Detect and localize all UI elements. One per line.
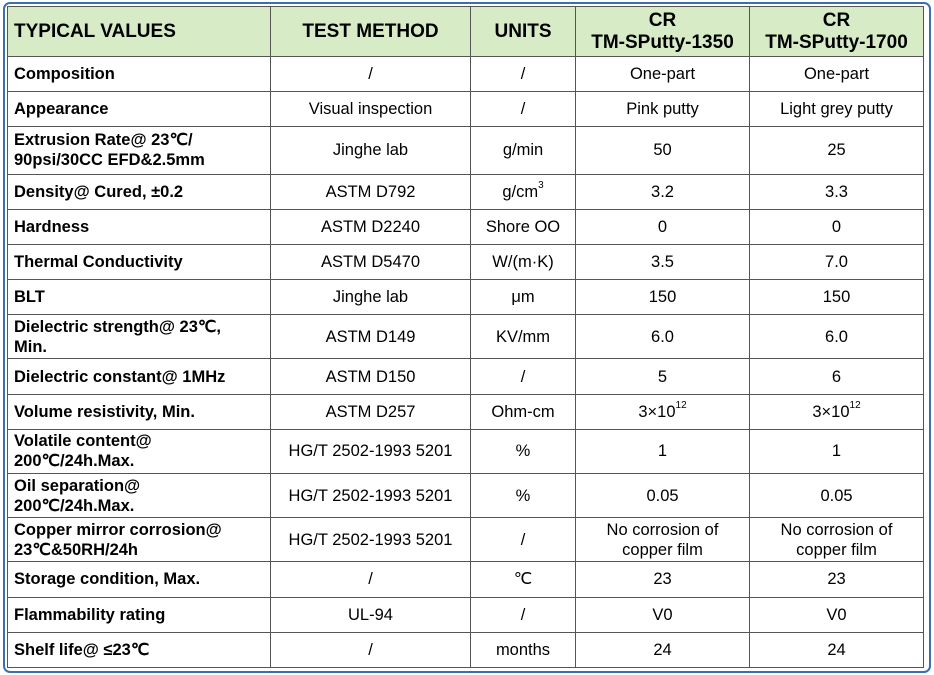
test-method-cell-text: Jinghe lab bbox=[332, 288, 409, 307]
table-row bbox=[8, 209, 924, 244]
unit-cell-text: / bbox=[520, 100, 526, 119]
unit-cell-text: / bbox=[520, 530, 526, 549]
test-method-cell bbox=[271, 315, 471, 359]
value-1350-cell bbox=[576, 92, 750, 127]
property-cell-text: 200℃/24h.Max. bbox=[14, 452, 135, 471]
value-1350-cell-text: 0 bbox=[657, 217, 668, 236]
value-1700-cell-text: One-part bbox=[803, 65, 870, 84]
value-1700-cell-text: V0 bbox=[826, 605, 847, 624]
property-cell bbox=[8, 244, 271, 279]
value-1700-cell-text: 150 bbox=[822, 288, 851, 307]
unit-cell bbox=[471, 209, 576, 244]
property-cell-text: Composition bbox=[14, 65, 115, 84]
table-row bbox=[8, 127, 924, 174]
value-1350-cell bbox=[576, 315, 750, 359]
unit-cell bbox=[471, 429, 576, 473]
value-1700-cell-text: 24 bbox=[827, 640, 846, 659]
value-1700-cell bbox=[750, 244, 924, 279]
value-1700-cell-text: 6 bbox=[831, 367, 842, 386]
unit-cell bbox=[471, 597, 576, 632]
value-1350-cell bbox=[576, 174, 750, 209]
property-cell bbox=[8, 359, 271, 394]
test-method-cell-text: HG/T 2502-1993 5201 bbox=[288, 442, 453, 461]
test-method-cell bbox=[271, 394, 471, 429]
value-1700-cell-text: 23 bbox=[827, 570, 846, 589]
value-1700-cell bbox=[750, 315, 924, 359]
property-cell bbox=[8, 174, 271, 209]
property-cell bbox=[8, 429, 271, 473]
property-cell bbox=[8, 474, 271, 518]
property-cell-text: Storage condition, Max. bbox=[14, 570, 201, 589]
table-row bbox=[8, 474, 924, 518]
property-cell-text: 90psi/30CC EFD&2.5mm bbox=[14, 151, 205, 170]
property-cell-text: Density@ Cured, ±0.2 bbox=[14, 182, 184, 201]
unit-cell bbox=[471, 359, 576, 394]
unit-cell-text: W/(m·K) bbox=[492, 252, 554, 271]
value-1700-cell-text: 6.0 bbox=[825, 327, 848, 346]
test-method-cell-text: UL-94 bbox=[348, 605, 393, 624]
unit-cell bbox=[471, 57, 576, 92]
value-1350-cell bbox=[576, 57, 750, 92]
test-method-cell bbox=[271, 244, 471, 279]
test-method-cell bbox=[271, 174, 471, 209]
value-1350-cell bbox=[576, 429, 750, 473]
value-1350-cell-text: Pink putty bbox=[626, 100, 699, 119]
property-cell-text: Hardness bbox=[14, 217, 90, 236]
property-cell-text: Dielectric constant@ 1MHz bbox=[14, 367, 226, 386]
unit-cell-text: Ohm-cm bbox=[491, 402, 555, 421]
value-1350-cell-exponent: 12 bbox=[675, 400, 687, 412]
test-method-cell-text: ASTM D792 bbox=[325, 182, 416, 201]
property-cell bbox=[8, 394, 271, 429]
property-cell bbox=[8, 562, 271, 597]
value-1350-cell-text: 6.0 bbox=[651, 327, 674, 346]
value-1700-cell bbox=[750, 127, 924, 174]
table-row bbox=[8, 359, 924, 394]
unit-cell-text: g/cm bbox=[502, 182, 539, 201]
test-method-cell-text: / bbox=[368, 570, 373, 589]
value-1350-cell bbox=[576, 518, 750, 562]
value-1700-cell-text: Light grey putty bbox=[780, 100, 893, 119]
value-1700-cell-text: 7.0 bbox=[825, 252, 848, 271]
table-row bbox=[8, 280, 924, 315]
header-product-1350-line1: CR bbox=[648, 9, 677, 31]
test-method-cell bbox=[271, 57, 471, 92]
unit-cell bbox=[471, 562, 576, 597]
test-method-cell-text: / bbox=[368, 640, 373, 659]
value-1350-cell bbox=[576, 597, 750, 632]
unit-cell-text: μm bbox=[511, 288, 535, 307]
property-cell-text: Appearance bbox=[14, 100, 109, 119]
test-method-cell bbox=[271, 209, 471, 244]
header-product-1350-line2: TM-SPutty-1350 bbox=[591, 31, 734, 53]
value-1700-cell bbox=[750, 359, 924, 394]
test-method-cell-text: Visual inspection bbox=[308, 100, 433, 119]
test-method-cell-text: Jinghe lab bbox=[332, 141, 409, 160]
value-1350-cell-text: V0 bbox=[652, 605, 673, 624]
table-row bbox=[8, 562, 924, 597]
value-1350-cell bbox=[576, 209, 750, 244]
property-cell bbox=[8, 315, 271, 359]
unit-cell-text: g/min bbox=[502, 141, 544, 160]
table-row bbox=[8, 429, 924, 473]
unit-cell-text: / bbox=[520, 367, 526, 386]
value-1350-cell bbox=[576, 394, 750, 429]
test-method-cell bbox=[271, 474, 471, 518]
property-cell bbox=[8, 57, 271, 92]
test-method-cell bbox=[271, 518, 471, 562]
table-row bbox=[8, 632, 924, 667]
test-method-cell-text: ASTM D2240 bbox=[320, 217, 421, 236]
test-method-cell-text: ASTM D5470 bbox=[320, 252, 421, 271]
value-1700-cell-text: copper film bbox=[796, 540, 877, 559]
value-1700-cell-text: 25 bbox=[827, 141, 846, 160]
test-method-cell bbox=[271, 429, 471, 473]
unit-cell bbox=[471, 632, 576, 667]
header-typical-values: TYPICAL VALUES bbox=[8, 7, 271, 57]
table-row bbox=[8, 57, 924, 92]
value-1700-cell bbox=[750, 394, 924, 429]
unit-cell-text: / bbox=[520, 605, 526, 624]
value-1700-cell bbox=[750, 562, 924, 597]
unit-cell bbox=[471, 127, 576, 174]
test-method-cell bbox=[271, 92, 471, 127]
table-row bbox=[8, 315, 924, 359]
value-1350-cell-text: No corrosion of bbox=[606, 520, 719, 539]
value-1700-cell-text: No corrosion of bbox=[780, 520, 893, 539]
property-cell-text: Oil separation@ bbox=[14, 476, 141, 495]
value-1350-cell-text: 1 bbox=[657, 442, 668, 461]
header-product-1350 bbox=[576, 7, 750, 57]
value-1700-cell bbox=[750, 429, 924, 473]
property-cell-text: Flammability rating bbox=[14, 605, 166, 624]
table-row bbox=[8, 597, 924, 632]
property-cell-text: Copper mirror corrosion@ bbox=[14, 520, 222, 539]
specification-table bbox=[7, 6, 924, 668]
value-1350-cell-text: One-part bbox=[629, 65, 696, 84]
property-cell-text: Dielectric strength@ 23℃, bbox=[14, 317, 222, 336]
value-1350-cell-text: 3.5 bbox=[651, 252, 674, 271]
value-1700-cell bbox=[750, 632, 924, 667]
property-cell-text: Thermal Conductivity bbox=[14, 252, 183, 271]
value-1350-cell bbox=[576, 632, 750, 667]
value-1350-cell bbox=[576, 244, 750, 279]
test-method-cell-text: HG/T 2502-1993 5201 bbox=[288, 486, 453, 505]
test-method-cell bbox=[271, 127, 471, 174]
value-1350-cell bbox=[576, 562, 750, 597]
value-1700-cell-text: 1 bbox=[831, 442, 842, 461]
value-1350-cell-text: 5 bbox=[657, 367, 668, 386]
value-1700-cell bbox=[750, 209, 924, 244]
value-1350-cell-text: 3×10 bbox=[638, 402, 676, 421]
value-1350-cell bbox=[576, 359, 750, 394]
value-1700-cell bbox=[750, 474, 924, 518]
unit-cell-exponent: 3 bbox=[538, 180, 544, 192]
value-1350-cell bbox=[576, 127, 750, 174]
header-product-1700-line1: CR bbox=[822, 9, 851, 31]
test-method-cell-text: ASTM D149 bbox=[325, 327, 416, 346]
value-1700-cell-text: 3.3 bbox=[825, 182, 848, 201]
test-method-cell bbox=[271, 632, 471, 667]
property-cell bbox=[8, 632, 271, 667]
property-cell-text: BLT bbox=[14, 288, 45, 307]
value-1350-cell-text: 23 bbox=[653, 570, 672, 589]
value-1350-cell-text: 0.05 bbox=[646, 486, 679, 505]
property-cell bbox=[8, 280, 271, 315]
property-cell bbox=[8, 92, 271, 127]
value-1350-cell-text: copper film bbox=[622, 540, 703, 559]
header-row bbox=[8, 7, 924, 57]
unit-cell bbox=[471, 92, 576, 127]
test-method-cell-text: ASTM D257 bbox=[325, 402, 416, 421]
table-row bbox=[8, 92, 924, 127]
value-1700-cell bbox=[750, 518, 924, 562]
test-method-cell-text: / bbox=[368, 65, 373, 84]
value-1350-cell bbox=[576, 474, 750, 518]
unit-cell bbox=[471, 518, 576, 562]
unit-cell-text: KV/mm bbox=[495, 327, 551, 346]
header-units: UNITS bbox=[471, 7, 576, 57]
test-method-cell bbox=[271, 562, 471, 597]
property-cell-text: 200℃/24h.Max. bbox=[14, 496, 135, 515]
header-test-method: TEST METHOD bbox=[271, 7, 471, 57]
property-cell-text: Volume resistivity, Min. bbox=[14, 402, 195, 421]
unit-cell bbox=[471, 474, 576, 518]
property-cell bbox=[8, 597, 271, 632]
property-cell bbox=[8, 518, 271, 562]
property-cell-text: Volatile content@ bbox=[14, 432, 152, 451]
unit-cell bbox=[471, 174, 576, 209]
value-1350-cell-text: 50 bbox=[653, 141, 672, 160]
value-1700-cell bbox=[750, 597, 924, 632]
unit-cell-text: % bbox=[515, 442, 531, 461]
test-method-cell-text: HG/T 2502-1993 5201 bbox=[288, 530, 453, 549]
property-cell-text: 23℃&50RH/24h bbox=[14, 540, 138, 559]
table-row bbox=[8, 244, 924, 279]
header-product-1700-line2: TM-SPutty-1700 bbox=[765, 31, 908, 53]
property-cell-text: Extrusion Rate@ 23℃/ bbox=[14, 131, 193, 150]
unit-cell bbox=[471, 315, 576, 359]
value-1700-cell-text: 0 bbox=[831, 217, 842, 236]
value-1700-cell bbox=[750, 92, 924, 127]
value-1350-cell-text: 3.2 bbox=[651, 182, 674, 201]
value-1700-cell-text: 0.05 bbox=[820, 486, 853, 505]
value-1700-cell-exponent: 12 bbox=[849, 400, 861, 412]
unit-cell-text: ℃ bbox=[513, 570, 533, 589]
test-method-cell bbox=[271, 280, 471, 315]
table-body bbox=[8, 57, 924, 668]
table-row bbox=[8, 394, 924, 429]
value-1350-cell bbox=[576, 280, 750, 315]
property-cell-text: Min. bbox=[14, 337, 47, 356]
table-row bbox=[8, 174, 924, 209]
unit-cell bbox=[471, 280, 576, 315]
value-1350-cell-text: 150 bbox=[648, 288, 677, 307]
property-cell bbox=[8, 127, 271, 174]
value-1350-cell-text: 24 bbox=[653, 640, 672, 659]
unit-cell-text: / bbox=[520, 65, 526, 84]
unit-cell-text: % bbox=[515, 486, 531, 505]
header-product-1700 bbox=[750, 7, 924, 57]
test-method-cell-text: ASTM D150 bbox=[325, 367, 416, 386]
test-method-cell bbox=[271, 597, 471, 632]
unit-cell-text: Shore OO bbox=[485, 217, 561, 236]
property-cell-text: Shelf life@ ≤23℃ bbox=[14, 640, 150, 659]
table-row bbox=[8, 518, 924, 562]
property-cell bbox=[8, 209, 271, 244]
unit-cell-text: months bbox=[495, 640, 551, 659]
unit-cell bbox=[471, 244, 576, 279]
value-1700-cell bbox=[750, 280, 924, 315]
value-1700-cell-text: 3×10 bbox=[812, 402, 850, 421]
unit-cell bbox=[471, 394, 576, 429]
value-1700-cell bbox=[750, 57, 924, 92]
value-1700-cell bbox=[750, 174, 924, 209]
test-method-cell bbox=[271, 359, 471, 394]
